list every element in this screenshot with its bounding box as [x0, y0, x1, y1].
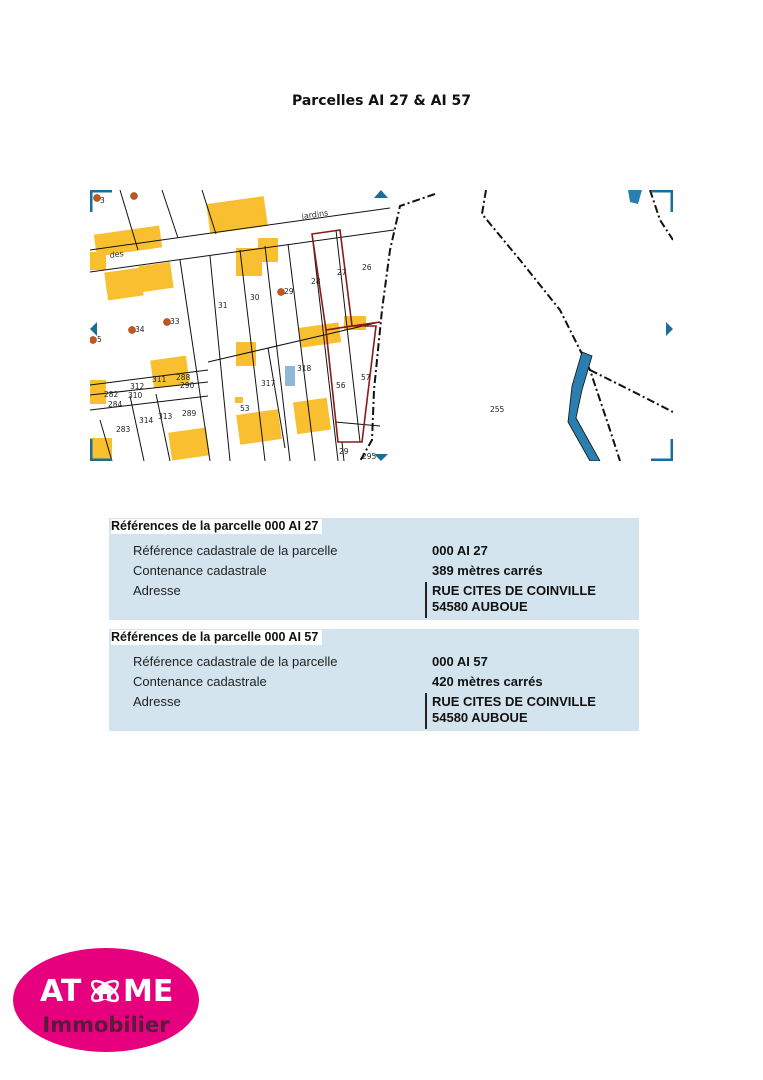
annex-building: [285, 366, 295, 386]
address-line-1: RUE CITES DE COINVILLE: [432, 694, 596, 709]
atome-immobilier-logo: [12, 947, 200, 1053]
parcel-number: 311: [152, 375, 167, 384]
parcel-heading: Références de la parcelle 000 AI 27: [111, 519, 322, 534]
area-label: Contenance cadastrale: [133, 674, 267, 689]
parcel-number: 288: [176, 373, 191, 382]
address-line-2: 54580 AUBOUE: [432, 599, 528, 614]
logo-text-at: AT: [40, 974, 82, 1009]
parcel-number: 310: [128, 391, 143, 400]
street-label: jardins: [301, 208, 329, 221]
reference-value: 000 AI 27: [432, 543, 488, 558]
parcel-number: 31: [218, 301, 228, 310]
address-line-2: 54580 AUBOUE: [432, 710, 528, 725]
parcel-number: 34: [135, 325, 145, 334]
parcel-number: 312: [130, 382, 145, 391]
parcel-number: 27: [337, 268, 347, 277]
reference-label: Référence cadastrale de la parcelle: [133, 654, 338, 669]
parcel-number: 317: [261, 379, 276, 388]
parcel-reference-block: [109, 518, 639, 620]
parcel-number: 29: [339, 447, 349, 456]
cadastral-map[interactable]: [90, 190, 673, 461]
reference-label: Référence cadastrale de la parcelle: [133, 543, 338, 558]
page-title: Parcelles AI 27 & AI 57: [291, 93, 472, 109]
parcel-reference-block: [109, 629, 639, 731]
parcel-number: 28: [311, 277, 321, 286]
map-canvas: [90, 190, 673, 461]
parcel-number: 284: [108, 400, 123, 409]
parcel-number: 29: [284, 287, 294, 296]
parcel-number: 318: [297, 364, 312, 373]
parcel-number: 282: [104, 390, 119, 399]
parcel-number: 313: [158, 412, 173, 421]
parcel-number: 295: [362, 452, 377, 461]
parcel-number: 56: [336, 381, 346, 390]
logo-text-immobilier: Immobilier: [42, 1013, 170, 1037]
parcel-number: 289: [182, 409, 197, 418]
parcel-number: 3: [100, 196, 105, 205]
parcel-number: 33: [170, 317, 180, 326]
parcel-number: 57: [361, 373, 371, 382]
area-value: 420 mètres carrés: [432, 674, 543, 689]
parcel-number: 283: [116, 425, 131, 434]
address-label: Adresse: [133, 583, 181, 598]
address-divider: [425, 693, 427, 729]
parcel-number: 314: [139, 416, 154, 425]
parcel-number: 290: [180, 381, 195, 390]
reference-value: 000 AI 57: [432, 654, 488, 669]
address-divider: [425, 582, 427, 618]
logo-text-me: ME: [123, 974, 174, 1009]
street-label: des: [109, 249, 125, 260]
parcel-number: 5: [97, 335, 102, 344]
parcel-number: 26: [362, 263, 372, 272]
parcel-number: 30: [250, 293, 260, 302]
parcel-number: 255: [490, 405, 505, 414]
area-value: 389 mètres carrés: [432, 563, 543, 578]
parcel-number: 53: [240, 404, 250, 413]
address-line-1: RUE CITES DE COINVILLE: [432, 583, 596, 598]
area-label: Contenance cadastrale: [133, 563, 267, 578]
parcel-heading: Références de la parcelle 000 AI 57: [111, 630, 322, 645]
address-label: Adresse: [133, 694, 181, 709]
